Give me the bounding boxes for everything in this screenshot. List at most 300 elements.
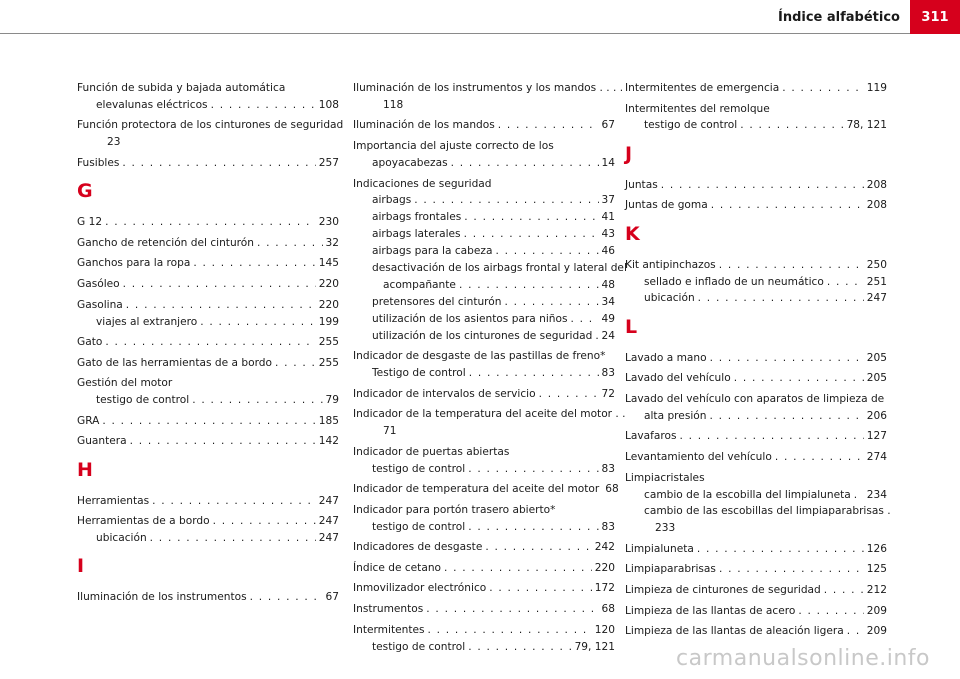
index-entry	[77, 157, 339, 170]
index-term-text: Ganchos para la ropa	[77, 257, 191, 270]
index-subterm	[353, 99, 615, 112]
dot-leader	[428, 624, 592, 637]
index-term	[353, 624, 615, 637]
index-term	[353, 504, 615, 517]
index-entry	[77, 357, 339, 370]
page-reference: 68	[605, 483, 619, 496]
dot-leader	[105, 336, 315, 349]
index-term	[77, 82, 339, 95]
dot-leader	[469, 367, 599, 380]
dot-leader	[498, 119, 599, 132]
index-term-text: Indicador de desgaste de las pastillas de freno*	[353, 350, 606, 363]
index-term	[353, 388, 615, 401]
index-entry	[353, 350, 615, 380]
index-term-text: GRA	[77, 414, 100, 427]
dot-leader	[719, 259, 864, 272]
index-term	[625, 584, 887, 597]
index-term-text: testigo de control	[372, 640, 466, 653]
page-reference: 126	[866, 542, 887, 555]
index-term	[625, 430, 887, 443]
index-term	[77, 299, 339, 312]
page-reference: 145	[318, 257, 339, 270]
index-entry	[353, 624, 615, 654]
page-reference: 34	[601, 295, 615, 308]
index-term	[77, 278, 339, 291]
index-term-text: 118	[383, 98, 404, 111]
dot-leader	[571, 313, 599, 326]
dot-leader	[697, 543, 864, 556]
index-entry	[625, 103, 887, 133]
page-reference: 199	[318, 315, 339, 328]
index-term	[625, 543, 887, 556]
dot-leader	[661, 179, 864, 192]
page-reference: 32	[325, 236, 339, 249]
index-subterm	[353, 262, 627, 275]
index-term-text: Iluminación de los instrumentos y los mandos . . . .	[353, 82, 624, 94]
index-term	[353, 119, 615, 132]
index-term-text: Guantera	[77, 435, 127, 448]
index-subterm	[353, 157, 615, 170]
page-reference: 37	[601, 194, 615, 207]
index-term	[353, 603, 615, 616]
section-letter: I	[77, 555, 85, 578]
watermark: carmanualsonline.info	[676, 646, 930, 671]
index-term	[353, 582, 615, 595]
dot-leader	[192, 394, 322, 407]
page-reference: 83	[601, 367, 615, 380]
page-reference: 220	[318, 278, 339, 291]
index-entry	[353, 388, 615, 401]
dot-leader	[495, 245, 598, 258]
dot-leader	[414, 194, 598, 207]
index-term-text: Limpialuneta	[625, 542, 694, 555]
page-reference: 251	[866, 275, 887, 288]
index-term-text: Índice de cetano	[353, 561, 442, 574]
index-term-text: acompañante	[383, 278, 456, 291]
page-reference: 255	[318, 336, 339, 349]
dot-leader	[122, 157, 315, 170]
page-reference: 247	[318, 532, 339, 545]
page-reference: 172	[594, 582, 615, 595]
index-term	[625, 563, 887, 576]
page-reference: 125	[866, 563, 887, 576]
dot-leader	[505, 296, 599, 309]
page-reference: 67	[601, 119, 615, 132]
index-subterm	[353, 425, 615, 438]
index-entry	[77, 377, 339, 407]
index-term-text: Gato de las herramientas de a bordo	[77, 356, 272, 369]
index-subterm	[353, 228, 615, 241]
index-term-text: Instrumentos	[353, 603, 424, 616]
page-reference: 247	[318, 494, 339, 507]
index-term-text: Lavado del vehículo con aparatos de limpieza de	[625, 392, 885, 405]
index-term	[77, 216, 339, 229]
page-reference: 255	[318, 356, 339, 369]
dot-leader	[426, 603, 598, 616]
page-reference: 220	[318, 298, 339, 311]
index-entry	[625, 430, 887, 443]
dot-leader	[680, 430, 864, 443]
page-reference: 46	[601, 245, 615, 258]
index-term	[353, 82, 624, 95]
dot-leader	[250, 591, 323, 604]
page-reference: 83	[601, 520, 615, 533]
page-reference: 212	[866, 584, 887, 597]
index-term-text: Levantamiento del vehículo	[625, 451, 772, 464]
index-term	[77, 357, 339, 370]
page-reference: 247	[318, 515, 339, 528]
index-column-2	[353, 82, 627, 661]
page-reference: 274	[866, 451, 887, 464]
index-subterm	[353, 194, 615, 207]
index-term-text: 71	[383, 425, 397, 438]
page-reference: 257	[318, 156, 339, 169]
dot-leader	[464, 228, 599, 241]
dot-leader	[451, 157, 599, 170]
index-term-text: Kit antipinchazos	[625, 258, 716, 271]
index-term	[77, 435, 339, 448]
index-term-text: airbags para la cabeza	[372, 245, 493, 258]
page-reference: 208	[866, 178, 887, 191]
dot-leader	[213, 515, 316, 528]
index-term-text: Importancia del ajuste correcto de los	[353, 140, 554, 153]
dot-leader	[200, 316, 316, 329]
page-reference: 234	[866, 488, 887, 501]
index-term-text: 233	[655, 522, 676, 535]
page-reference: 250	[866, 258, 887, 271]
index-term	[77, 515, 339, 528]
page-reference: 209	[866, 625, 887, 638]
dot-leader	[464, 211, 598, 224]
page-reference: 247	[866, 292, 887, 305]
index-subterm	[625, 489, 887, 502]
index-term-text: testigo de control	[372, 462, 466, 475]
dot-leader	[709, 410, 863, 423]
dot-leader	[275, 357, 316, 370]
index-term-text: Indicador de intervalos de servicio	[353, 387, 536, 400]
dot-leader	[444, 562, 592, 575]
index-term-text: cambio de la escobilla del limpialuneta	[644, 488, 851, 501]
index-term-text: Intermitentes del remolque	[625, 102, 770, 115]
index-subterm	[77, 316, 339, 329]
index-term-text: Juntas	[625, 178, 658, 191]
index-subterm	[353, 296, 615, 309]
page-number-badge: 311	[910, 0, 960, 34]
index-term-text: utilización de los asientos para niños	[372, 312, 568, 325]
index-term-text: Testigo de control	[372, 367, 466, 380]
index-term-text: Indicador de temperatura del aceite del motor	[353, 483, 600, 496]
page-header	[0, 0, 960, 40]
index-entry	[77, 82, 339, 112]
dot-leader	[854, 489, 864, 502]
index-subterm	[625, 292, 887, 305]
dot-leader	[150, 532, 316, 545]
dot-leader	[468, 521, 598, 534]
index-term-text: sellado e inflado de un neumático	[644, 275, 824, 288]
dot-leader	[734, 372, 864, 385]
index-subterm	[353, 330, 615, 343]
index-subterm	[77, 99, 339, 112]
index-entry	[625, 82, 887, 95]
index-term-text: utilización de los cinturones de seguridad	[372, 329, 593, 342]
index-subterm	[353, 211, 615, 224]
index-entry	[625, 259, 887, 306]
index-term-text: ubicación	[644, 292, 695, 305]
page-reference: 24	[601, 329, 615, 342]
page-reference: 242	[594, 541, 615, 554]
dot-leader	[123, 278, 316, 291]
dot-leader	[711, 199, 864, 212]
index-entry	[353, 177, 627, 343]
dot-leader	[257, 237, 323, 250]
index-entry	[77, 591, 339, 604]
header-rule	[0, 33, 910, 34]
index-subterm	[353, 245, 615, 258]
index-entry	[77, 278, 339, 291]
dot-leader	[539, 388, 599, 401]
page-reference: 78, 121	[846, 119, 887, 132]
index-entry	[625, 372, 887, 385]
index-term-text: testigo de control	[96, 394, 190, 407]
dot-leader	[740, 119, 843, 132]
index-entry	[625, 471, 891, 536]
page-reference: 83	[601, 462, 615, 475]
index-subterm	[625, 119, 887, 132]
index-subterm	[77, 532, 339, 545]
page-reference: 49	[601, 312, 615, 325]
page-reference: 119	[866, 82, 887, 94]
page-reference: 142	[318, 435, 339, 448]
page-reference: 205	[866, 372, 887, 385]
index-term	[353, 446, 615, 459]
index-entry	[77, 257, 339, 270]
section-letter: H	[77, 458, 93, 481]
dot-leader	[468, 463, 598, 476]
index-term-text: apoyacabezas	[372, 156, 448, 169]
index-term	[77, 237, 339, 250]
dot-leader	[827, 276, 864, 289]
index-term-text: Fusibles	[77, 156, 120, 169]
index-subterm	[353, 463, 615, 476]
index-term-text: Limpieza de cinturones de seguridad	[625, 584, 821, 597]
index-entry	[625, 199, 887, 212]
index-term-text: desactivación de los airbags frontal y lateral del	[372, 262, 627, 275]
page-reference: 14	[601, 156, 615, 169]
page-reference: 67	[325, 591, 339, 604]
index-entry	[353, 541, 615, 554]
index-entry	[625, 563, 887, 576]
index-term	[77, 415, 339, 428]
index-term	[353, 541, 615, 554]
index-term	[353, 408, 626, 421]
page-reference: 209	[866, 604, 887, 617]
index-subterm	[625, 505, 891, 518]
index-entry	[353, 140, 615, 170]
index-term-text: Lavafaros	[625, 430, 677, 443]
index-term	[77, 591, 339, 604]
index-term-text: Limpiaparabrisas	[625, 563, 716, 576]
index-term	[77, 336, 339, 349]
index-term	[625, 625, 887, 638]
index-entry	[353, 483, 619, 496]
index-term-text: Indicador de puertas abiertas	[353, 445, 510, 458]
index-entry	[353, 119, 615, 132]
index-entry	[625, 605, 887, 618]
index-entry	[353, 446, 615, 476]
index-term-text: Gasóleo	[77, 278, 120, 291]
index-term-text: viajes al extranjero	[96, 315, 198, 328]
dot-leader	[152, 495, 316, 508]
index-term-text: Iluminación de los mandos	[353, 119, 495, 132]
dot-leader	[710, 352, 864, 365]
page-reference: 41	[601, 211, 615, 224]
index-term	[625, 451, 887, 464]
index-subterm	[353, 367, 615, 380]
index-entry	[625, 451, 887, 464]
index-term	[353, 178, 615, 191]
index-entry	[77, 119, 344, 149]
index-subterm	[353, 279, 615, 292]
index-term-text: Lavado a mano	[625, 351, 707, 364]
index-entry	[77, 216, 339, 229]
dot-leader	[782, 82, 864, 95]
index-term-text: Lavado del vehículo	[625, 372, 731, 385]
section-letter: K	[625, 222, 640, 245]
index-entry	[353, 562, 615, 575]
index-entry	[77, 515, 339, 545]
dot-leader	[485, 541, 591, 554]
index-term-text: Herramientas	[77, 494, 150, 507]
dot-leader	[847, 625, 864, 638]
index-entry	[353, 504, 615, 534]
index-term-text: testigo de control	[372, 520, 466, 533]
index-term-text: Inmovilizador electrónico	[353, 582, 487, 595]
index-entry	[77, 237, 339, 250]
index-entry	[625, 179, 887, 192]
page-reference: 205	[866, 351, 887, 364]
dot-leader	[719, 563, 864, 576]
page-reference: 230	[318, 216, 339, 229]
dot-leader	[698, 292, 864, 305]
index-entry	[625, 543, 887, 556]
index-subterm	[77, 394, 339, 407]
index-term	[625, 352, 887, 365]
index-term-text: Gancho de retención del cinturón	[77, 236, 254, 249]
index-term	[625, 472, 887, 485]
dot-leader	[775, 451, 864, 464]
index-term-text: Limpieza de las llantas de aleación ligera	[625, 625, 844, 638]
index-entry	[77, 299, 339, 329]
page-reference: 48	[601, 278, 615, 291]
page-reference: 79, 121	[574, 640, 615, 653]
index-term-text: airbags frontales	[372, 211, 462, 224]
index-term	[353, 483, 619, 496]
index-term-text: Función de subida y bajada automática	[77, 82, 286, 94]
section-letter: L	[625, 315, 638, 338]
page-title: Índice alfabético	[778, 10, 900, 25]
page-reference: 185	[318, 414, 339, 427]
index-term-text: Gato	[77, 336, 103, 349]
dot-leader	[798, 605, 863, 618]
index-term-text: cambio de las escobillas del limpiaparabrisas .	[644, 505, 891, 518]
index-term	[353, 350, 615, 363]
index-term	[625, 82, 887, 95]
index-term	[353, 140, 615, 153]
index-term-text: Limpiacristales	[625, 471, 705, 484]
page-reference: 120	[594, 623, 615, 636]
index-term-text: Herramientas de a bordo	[77, 515, 210, 528]
index-term-text: airbags laterales	[372, 228, 461, 241]
dot-leader	[468, 641, 571, 654]
index-subterm	[625, 276, 887, 289]
dot-leader	[102, 415, 315, 428]
index-term-text: Iluminación de los instrumentos	[77, 591, 247, 604]
index-term	[625, 393, 887, 406]
dot-leader	[193, 257, 315, 270]
index-term	[77, 119, 344, 132]
dot-leader	[824, 584, 864, 597]
index-term-text: pretensores del cinturón	[372, 295, 502, 308]
dot-leader	[105, 216, 316, 229]
index-term	[625, 605, 887, 618]
page-reference: 72	[601, 387, 615, 400]
index-subterm	[353, 521, 615, 534]
page-reference: 79	[325, 394, 339, 407]
index-entry	[77, 435, 339, 448]
page-reference: 220	[594, 561, 615, 574]
index-term	[353, 562, 615, 575]
index-subterm	[353, 641, 615, 654]
section-letter: G	[77, 180, 93, 203]
page-reference: 108	[318, 98, 339, 111]
index-term	[625, 103, 887, 116]
index-subterm	[625, 410, 887, 423]
index-column-1	[77, 82, 344, 612]
index-term-text: Juntas de goma	[625, 199, 708, 212]
index-term-text: Indicaciones de seguridad	[353, 177, 492, 190]
index-term-text: Indicador para portón trasero abierto*	[353, 503, 556, 516]
page-reference: 206	[866, 409, 887, 422]
index-subterm	[625, 522, 887, 535]
dot-leader	[459, 279, 599, 292]
index-term-text: Indicador de la temperatura del aceite del motor . .	[353, 408, 626, 421]
index-entry	[77, 336, 339, 349]
index-term-text: G 12	[77, 216, 103, 229]
index-entry	[625, 352, 887, 365]
index-term-text: testigo de control	[644, 119, 738, 132]
index-term-text: alta presión	[644, 409, 707, 422]
dot-leader	[130, 435, 316, 448]
index-term	[77, 495, 339, 508]
index-term	[625, 372, 887, 385]
index-term	[625, 259, 887, 272]
dot-leader	[126, 299, 316, 312]
index-subterm	[77, 136, 339, 149]
index-entry	[353, 603, 615, 616]
section-letter: J	[625, 142, 633, 165]
index-term	[77, 377, 339, 390]
index-term-text: 23	[107, 136, 121, 149]
page-reference: 127	[866, 430, 887, 443]
index-term-text: Función protectora de los cinturones de seguridad	[77, 119, 344, 132]
dot-leader	[211, 99, 316, 112]
index-term-text: elevalunas eléctricos	[96, 98, 208, 111]
index-term	[77, 257, 339, 270]
index-term	[625, 179, 887, 192]
index-column-3	[625, 82, 891, 646]
index-term-text: ubicación	[96, 532, 147, 545]
index-entry	[353, 408, 626, 438]
